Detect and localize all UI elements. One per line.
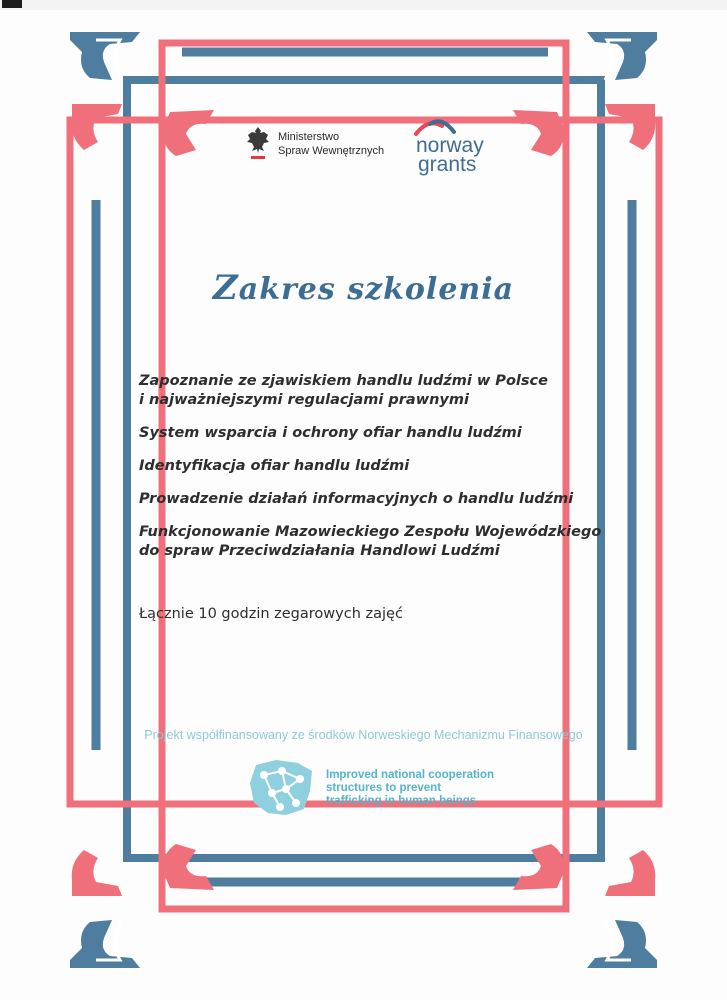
improved-line: Improved national cooperation [326, 769, 495, 781]
total-hours: Łącznie 10 godzin zegarowych zajęć [139, 606, 403, 622]
poland-network-map-icon [246, 757, 316, 819]
title-rest: akres szkolenia [238, 272, 515, 307]
norway-word: norway [416, 134, 484, 157]
polish-eagle-icon [245, 125, 271, 159]
ministry-line-2: Spraw Wewnętrznych [278, 145, 385, 157]
topic-line: System wsparcia i ochrony ofiar handlu ludźmi [139, 425, 522, 441]
topic-item [139, 523, 639, 561]
topic-line: Prowadzenie działań informacyjnych o handlu ludźmi [139, 491, 574, 507]
page-title [0, 268, 727, 308]
topic-item [139, 424, 639, 443]
norway-grants-logo [412, 116, 522, 176]
project-cofinancing-note: Projekt współfinansowany ze środków Norweskiego Mechanizmu Finansowego [144, 728, 583, 742]
topic-item [139, 372, 639, 410]
topic-line: Identyfikacja ofiar handlu ludźmi [139, 458, 410, 474]
topic-item [139, 457, 639, 476]
topic-line: do spraw Przeciwdziałania Handlowi Ludźmi [139, 543, 500, 559]
ministry-line-1: Ministerstwo [278, 131, 340, 143]
topic-line: i najważniejszymi regulacjami prawnymi [139, 392, 469, 408]
topic-line: Zapoznanie ze zjawiskiem handlu ludźmi w Polsce [139, 373, 548, 389]
improved-cooperation-text [326, 769, 546, 808]
topics-list [139, 372, 639, 575]
ministry-logo [245, 125, 405, 165]
title-initial: Z [212, 268, 239, 308]
grants-word: grants [418, 153, 477, 176]
topic-line: Funkcjonowanie Mazowieckiego Zespołu Wojewódzkiego [139, 524, 602, 540]
topic-item [139, 490, 639, 509]
improved-line: trafficking in human beings [326, 795, 477, 807]
improved-line: structures to prevent [326, 782, 442, 794]
